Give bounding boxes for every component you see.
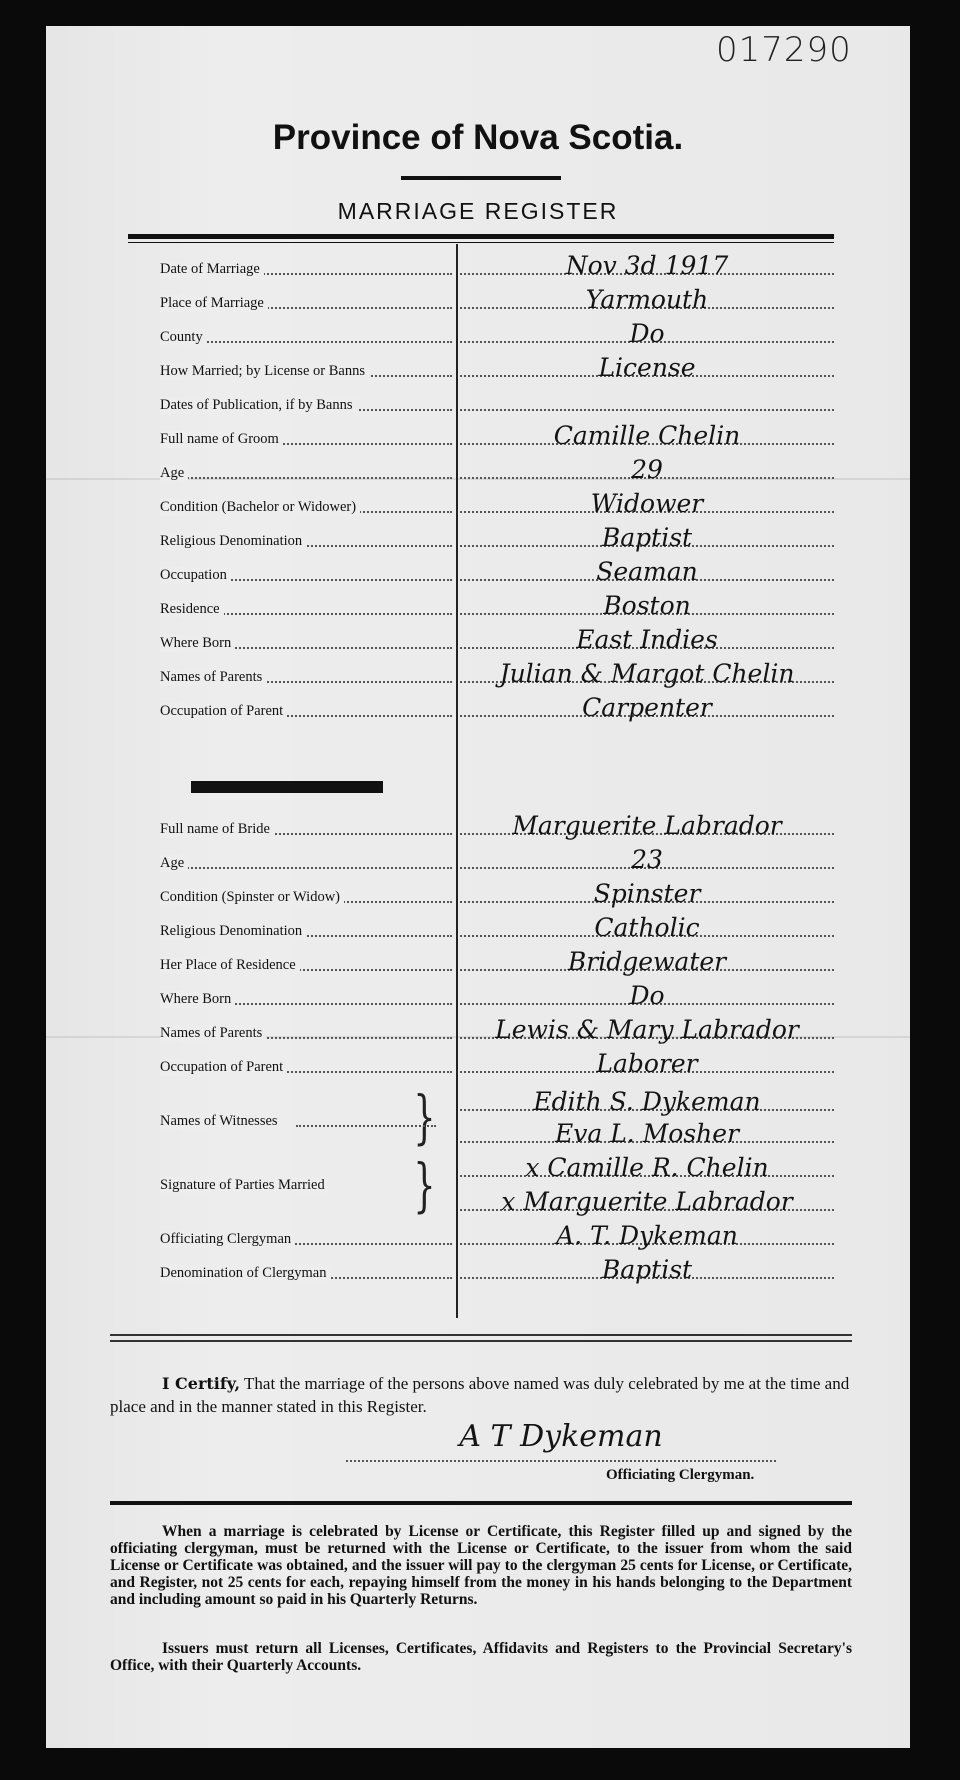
field-value: Baptist [601, 1255, 693, 1284]
separator-rule [110, 1340, 852, 1342]
field-how-married [114, 352, 834, 386]
field-label: Her Place of Residence [160, 957, 300, 974]
field-label: Religious Denomination [160, 923, 306, 940]
field-county [114, 318, 834, 352]
field-groom-religion [114, 522, 834, 556]
field-label: Occupation of Parent [160, 1059, 287, 1076]
signature-caption: Officiating Clergyman. [606, 1467, 755, 1483]
field-value: Do [629, 319, 665, 348]
field-date-of-marriage [114, 250, 834, 284]
field-label: Full name of Bride [160, 821, 274, 838]
issuers-notice: Issuers must return all Licenses, Certificates, Affidavits and Registers to the Provincial Secretary's Office, with their Quarterly Accounts. [110, 1640, 852, 1674]
page-subtitle: MARRIAGE REGISTER [337, 198, 619, 224]
field-label: Condition (Spinster or Widow) [160, 889, 344, 906]
witnesses-brace: } [413, 1083, 436, 1151]
field-bride-name [114, 810, 834, 844]
register-sheet [46, 26, 910, 1748]
field-value: Julian & Margot Chelin [499, 659, 795, 688]
header-rule-thin [128, 242, 834, 243]
field-label: Condition (Bachelor or Widower) [160, 499, 360, 516]
title-rule [401, 176, 561, 180]
field-label: Signature of Parties Married [160, 1177, 329, 1194]
field-groom-residence [114, 590, 834, 624]
field-label: Denomination of Clergyman [160, 1265, 330, 1282]
field-clergy-denomination [114, 1254, 834, 1288]
field-groom-condition [114, 488, 834, 522]
field-groom-parent-occupation [114, 692, 834, 726]
certify-keyword: I Certify, [162, 1374, 241, 1393]
field-value: Baptist [601, 523, 693, 552]
signature-line [346, 1460, 776, 1462]
field-value: Catholic [594, 913, 700, 942]
field-value: Nov 3d 1917 [565, 251, 729, 280]
field-bride-residence [114, 946, 834, 980]
field-label: Names of Parents [160, 669, 266, 686]
header-rule [128, 234, 834, 239]
field-value: 29 [631, 455, 663, 484]
field-value: Spinster [593, 879, 701, 908]
field-value: Edith S. Dykeman [533, 1087, 761, 1116]
field-clergyman [114, 1220, 834, 1254]
field-label: Officiating Clergyman [160, 1231, 295, 1248]
field-value: Seaman [596, 557, 698, 586]
field-value: Carpenter [582, 693, 712, 722]
separator-rule [110, 1334, 852, 1336]
field-bride-parents [114, 1014, 834, 1048]
field-label: County [160, 329, 207, 346]
field-label: Where Born [160, 991, 235, 1008]
page-title: Province of Nova Scotia. [272, 118, 684, 157]
field-label: Names of Parents [160, 1025, 266, 1042]
field-label: Residence [160, 601, 224, 618]
field-value: Boston [603, 591, 691, 620]
field-label: Where Born [160, 635, 235, 652]
field-value: Eva L. Mosher [554, 1119, 740, 1148]
field-label: Dates of Publication, if by Banns [160, 397, 357, 414]
field-bride-parent-occupation [114, 1048, 834, 1082]
footer-rule [110, 1501, 852, 1505]
field-label: Age [160, 855, 188, 872]
field-label: Full name of Groom [160, 431, 283, 448]
parties-brace: } [413, 1151, 436, 1219]
instructions-notice: When a marriage is celebrated by License or Certificate, this Register filled up and signed by the officiating clergyman, must be returned with the License or Certificate, to the issuer from whom the said License or Certificate was obtained, and the issuer will pay to the clergyman 25 cents for License, or Certificate, and Register, not 25 cents for each, repaying himself from the money in his hands belonging to the Department and including amount so paid in his Quarterly Returns. [110, 1523, 852, 1608]
field-groom-where-born [114, 624, 834, 658]
field-bride-religion [114, 912, 834, 946]
field-value: License [598, 353, 696, 382]
field-groom-name [114, 420, 834, 454]
field-witness-2 [114, 1113, 834, 1152]
field-place-of-marriage [114, 284, 834, 318]
field-value: East Indies [576, 625, 718, 654]
field-bride-age [114, 844, 834, 878]
certify-body: That the marriage of the persons above named was duly celebrated by me at the time and place and in the manner stated in this Register. [110, 1374, 850, 1416]
field-value: Yarmouth [585, 285, 709, 314]
field-groom-age [114, 454, 834, 488]
section-divider-bar [191, 781, 383, 793]
field-value: Marguerite Labrador [512, 811, 782, 840]
field-label: How Married; by License or Banns [160, 363, 369, 380]
field-groom-occupation [114, 556, 834, 590]
field-dates-of-publication [114, 386, 834, 420]
field-value: x Marguerite Labrador [501, 1187, 793, 1216]
field-value: Bridgewater [567, 947, 727, 976]
field-label: Names of Witnesses [160, 1113, 282, 1130]
field-label: Occupation of Parent [160, 703, 287, 720]
field-value: x Camille R. Chelin [525, 1153, 769, 1182]
field-label: Age [160, 465, 188, 482]
field-label: Date of Marriage [160, 261, 264, 278]
field-value: Widower [590, 489, 704, 518]
document-number: 017290 [716, 30, 852, 70]
field-value: Do [629, 981, 665, 1010]
field-value: 23 [631, 845, 663, 874]
field-bride-condition [114, 878, 834, 912]
field-bride-where-born [114, 980, 834, 1014]
field-party-2 [114, 1177, 834, 1220]
field-value: A. T. Dykeman [556, 1221, 738, 1250]
field-value: Laborer [596, 1049, 698, 1078]
field-value: Camille Chelin [553, 421, 741, 450]
field-label: Religious Denomination [160, 533, 306, 550]
field-groom-parents [114, 658, 834, 692]
field-label: Place of Marriage [160, 295, 268, 312]
clergyman-signature: A T Dykeman [459, 1419, 663, 1454]
field-value: Lewis & Mary Labrador [495, 1015, 799, 1044]
certification-text [110, 1372, 852, 1418]
field-label: Occupation [160, 567, 231, 584]
